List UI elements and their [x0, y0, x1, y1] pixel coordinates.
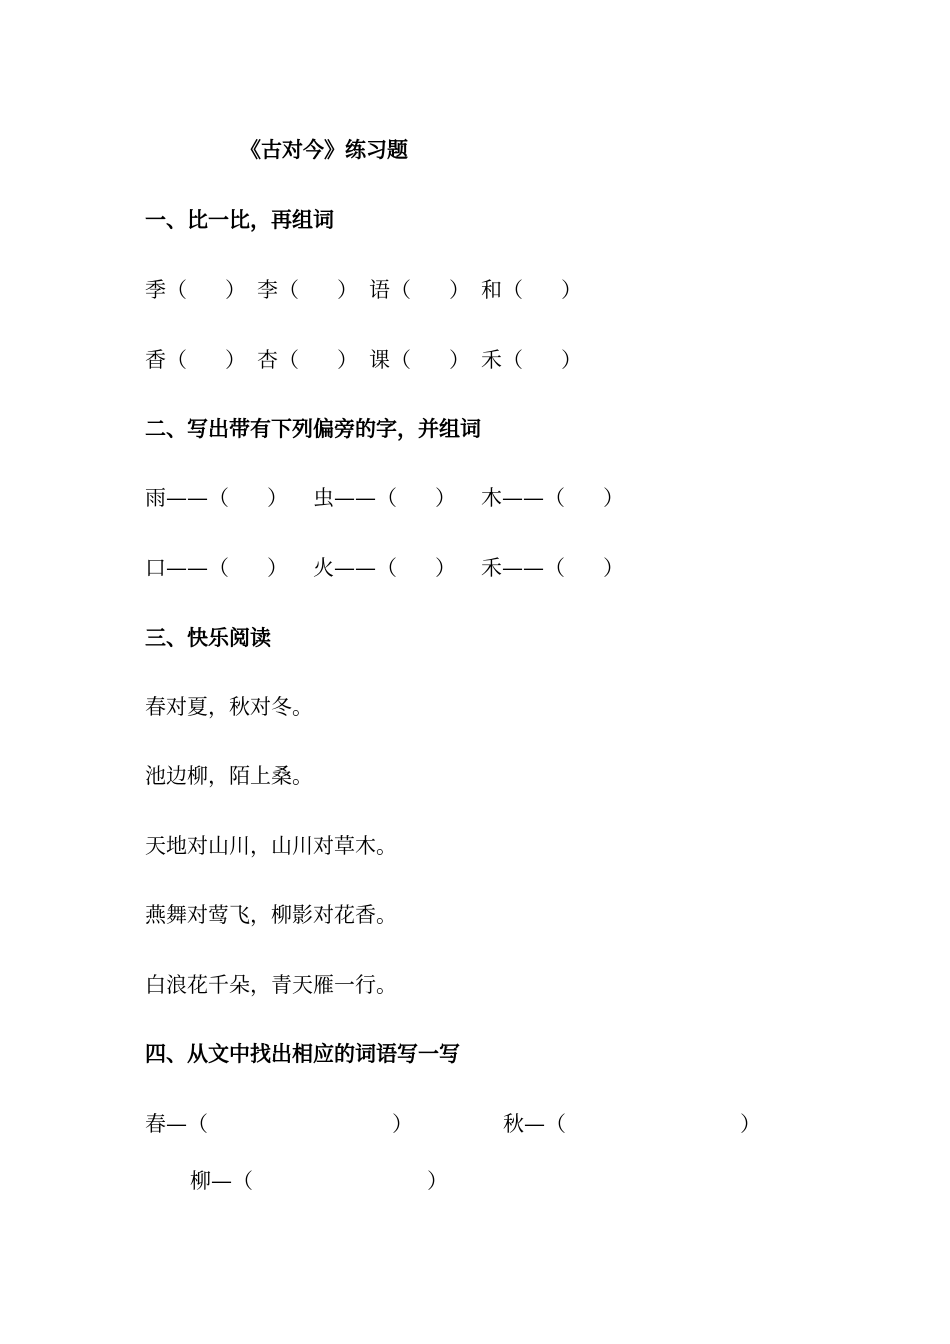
fill-label: 柳— — [190, 1169, 232, 1193]
open-paren: （ — [187, 1112, 208, 1136]
radical-item — [481, 554, 649, 582]
close-paren: ） — [449, 348, 470, 372]
radical-label: 禾—— — [481, 556, 544, 580]
compare-item — [481, 276, 593, 304]
radical-label: 木—— — [481, 486, 544, 510]
open-paren: （ — [390, 278, 411, 302]
fill-label: 春— — [145, 1112, 187, 1136]
compare-item — [257, 346, 369, 374]
open-paren: （ — [208, 556, 229, 580]
radical-label: 火—— — [313, 556, 376, 580]
section-4-heading: 四、从文中找出相应的词语写一写 — [145, 1041, 460, 1066]
close-paren: ） — [449, 278, 470, 302]
compare-char: 和 — [481, 278, 502, 302]
radical-item — [481, 484, 649, 512]
close-paren: ） — [603, 486, 624, 510]
compare-char: 李 — [257, 278, 278, 302]
close-paren: ） — [435, 556, 456, 580]
close-paren: ） — [225, 348, 246, 372]
section-4-row-2 — [190, 1167, 448, 1195]
open-paren: （ — [232, 1169, 253, 1193]
reading-line: 池边柳，陌上桑。 — [145, 764, 313, 788]
open-paren: （ — [278, 278, 299, 302]
close-paren: ） — [561, 348, 582, 372]
page-title: 《古对今》练习题 — [240, 137, 408, 162]
open-paren: （ — [502, 278, 523, 302]
close-paren: ） — [337, 278, 358, 302]
section-1-heading: 一、比一比，再组词 — [145, 207, 334, 232]
close-paren: ） — [392, 1112, 413, 1136]
radical-label: 虫—— — [313, 486, 376, 510]
compare-char: 语 — [369, 278, 390, 302]
open-paren: （ — [208, 486, 229, 510]
compare-item — [145, 276, 257, 304]
section-2-row-1 — [145, 484, 649, 512]
radical-item — [145, 484, 313, 512]
radical-label: 雨—— — [145, 486, 208, 510]
section-3-heading: 三、快乐阅读 — [145, 625, 271, 650]
close-paren: ） — [267, 556, 288, 580]
open-paren: （ — [545, 1112, 566, 1136]
fill-item — [190, 1167, 448, 1195]
section-2-heading: 二、写出带有下列偏旁的字，并组词 — [145, 416, 481, 441]
close-paren: ） — [267, 486, 288, 510]
fill-label: 秋— — [503, 1112, 545, 1136]
fill-item — [503, 1110, 761, 1138]
reading-line: 燕舞对莺飞，柳影对花香。 — [145, 903, 397, 927]
compare-item — [369, 346, 481, 374]
close-paren: ） — [561, 278, 582, 302]
close-paren: ） — [337, 348, 358, 372]
reading-line: 天地对山川，山川对草木。 — [145, 834, 397, 858]
compare-item — [481, 346, 593, 374]
close-paren: ） — [427, 1169, 448, 1193]
compare-char: 杏 — [257, 348, 278, 372]
section-4-row-1 — [145, 1110, 761, 1138]
open-paren: （ — [376, 486, 397, 510]
open-paren: （ — [166, 348, 187, 372]
open-paren: （ — [544, 556, 565, 580]
open-paren: （ — [166, 278, 187, 302]
compare-item — [369, 276, 481, 304]
section-1-row-1 — [145, 276, 593, 304]
close-paren: ） — [435, 486, 456, 510]
reading-line: 白浪花千朵，青天雁一行。 — [145, 973, 397, 997]
radical-item — [313, 554, 481, 582]
compare-char: 课 — [369, 348, 390, 372]
fill-item — [145, 1110, 503, 1138]
open-paren: （ — [502, 348, 523, 372]
section-1-row-2 — [145, 346, 593, 374]
close-paren: ） — [225, 278, 246, 302]
open-paren: （ — [278, 348, 299, 372]
radical-label: 口—— — [145, 556, 208, 580]
compare-item — [145, 346, 257, 374]
compare-char: 禾 — [481, 348, 502, 372]
section-2-row-2 — [145, 554, 649, 582]
close-paren: ） — [740, 1112, 761, 1136]
radical-item — [145, 554, 313, 582]
compare-item — [257, 276, 369, 304]
open-paren: （ — [376, 556, 397, 580]
compare-char: 香 — [145, 348, 166, 372]
close-paren: ） — [603, 556, 624, 580]
open-paren: （ — [544, 486, 565, 510]
open-paren: （ — [390, 348, 411, 372]
radical-item — [313, 484, 481, 512]
reading-line: 春对夏，秋对冬。 — [145, 695, 313, 719]
compare-char: 季 — [145, 278, 166, 302]
